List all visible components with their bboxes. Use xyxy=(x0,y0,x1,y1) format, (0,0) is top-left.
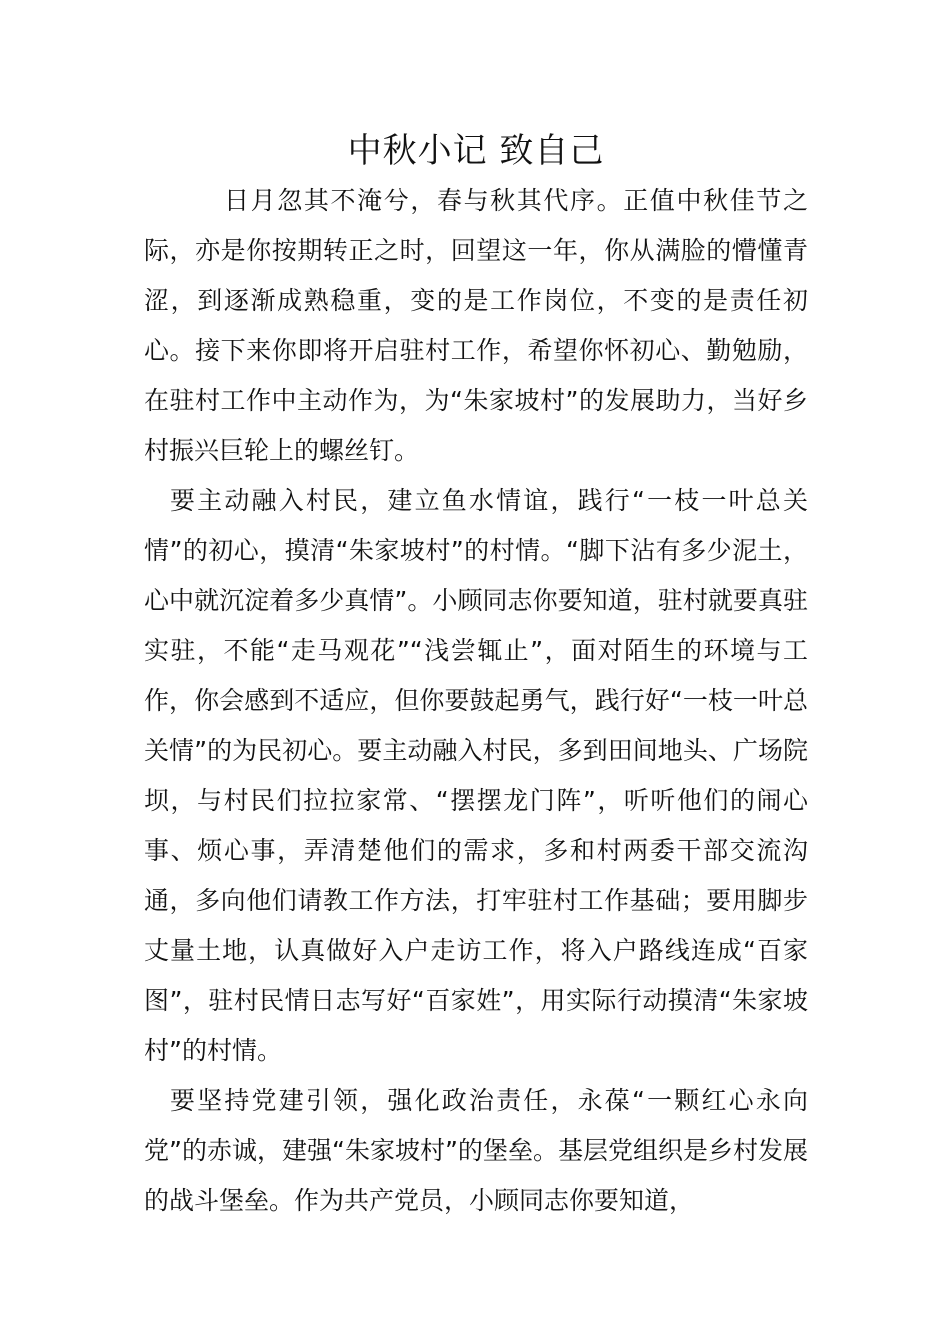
paragraph-1: 日月忽其不淹兮，春与秋其代序。正值中秋佳节之际，亦是你按期转正之时，回望这一年，你从满脸的懵懂青涩，到逐渐成熟稳重，变的是工作岗位，不变的是责任初心。接下来你即将开启驻村工作，希望你怀初心、勤勉励，在驻村工作中主动作为，为“朱家坡村”的发展助力，当好乡村振兴巨轮上的螺丝钉。 xyxy=(144,186,808,465)
paragraph-3: 要坚持党建引领，强化政治责任，永葆“一颗红心永向党”的赤诚，建强“朱家坡村”的堡垒。基层党组织是乡村发展的战斗堡垒。作为共产党员，小顾同志你要知道， xyxy=(144,1086,808,1215)
paragraph-2: 要主动融入村民，建立鱼水情谊，践行“一枝一叶总关情”的初心，摸清“朱家坡村”的村情。“脚下沾有多少泥土，心中就沉淀着多少真情”。小顾同志你要知道，驻村就要真驻实驻，不能“走马观花”“浅尝辄止”，面对陌生的环境与工作，你会感到不适应，但你要鼓起勇气，践行好“一枝一叶总关情”的为民初心。要主动融入村民，多到田间地头、广场院坝，与村民们拉拉家常、“摆摆龙门阵”，听听他们的闹心事、烦心事，弄清楚他们的需求，多和村两委干部交流沟通，多向他们请教工作方法，打牢驻村工作基础；要用脚步丈量土地，认真做好入户走访工作，将入户路线连成“百家图”，驻村民情日志写好“百家姓”，用实际行动摸清“朱家坡村”的村情。 xyxy=(144,486,808,1065)
document-page xyxy=(144,126,808,1226)
document-title: 中秋小记 致自己 xyxy=(347,131,605,171)
